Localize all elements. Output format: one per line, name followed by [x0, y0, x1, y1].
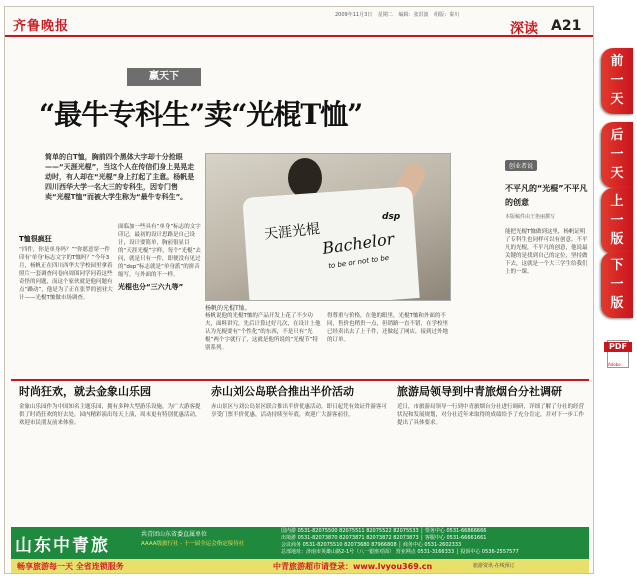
sidebar-label: 创业者说	[505, 160, 537, 171]
ad-affiliation: 共青团山东省委直属单位	[141, 531, 208, 538]
issue-date: 2009年11月3日	[335, 12, 373, 18]
ad-phone-row: 会议商务 0531-82075510 82073680 87966808 │ 商务中心 0531-2602333	[281, 542, 462, 548]
issue-design: 组版：秦川	[434, 12, 460, 18]
bottom-story	[211, 385, 387, 419]
ad-slogan: 畅享旅游每一天 全省连锁服务	[17, 562, 124, 571]
photo-shirt-tobe: to be or not to be	[327, 253, 390, 271]
story-title[interactable]: 旅游局领导到中青旅烟台分社调研	[397, 385, 562, 398]
feature-column-2-text: 面临加一些具有“单身”标志的文字印记，最初的设计思路是自己设计，设计要简单，胸前很显目的“天涯光棍”字样，每个“光棍”去问，就是只有一件，即便没有见过的“dsp”标志就是“单身派”的拼音缩写，与外面的不一样。	[118, 224, 201, 278]
feature-column-4: 得尊重与价格，在他的眼里，光棍T恤和外面的不同，售价也稍贵一点，但销路一直不错，在学校里已经卖出去了上千件，还做起了网店，接到过外地的订单。	[327, 313, 449, 343]
photo-shirt-dsp: dsp	[382, 212, 401, 222]
bottom-story	[397, 385, 587, 427]
feature-photo[interactable]	[205, 153, 451, 301]
feature-column-1-text: “四件，你是单身吗？”“你愿意穿一件印有‘单身’标志文字的T恤吗？”今年3月，杨帆正在四川西华大学校园里拿着照片一套调查问卷向周围同学问着这些奇怪的问题，而这个家伙就是他问题有点“躁动”，他是为了正在张罗的创业大计——光棍T恤做市场调查。	[19, 247, 113, 301]
travel-agency-ad[interactable]	[11, 527, 589, 573]
feature-column-3: 杨帆说他的光棍T恤的产品开发上花了不少功夫，面料讲究，先后计算过好几次，在设计上他认为光棍要有“个性化”的东西，不是只有“光棍”两个字就行了，这就是他所说的“光棍节”特别系列。	[205, 313, 321, 351]
masthead	[5, 7, 594, 37]
photo-caption: 杨帆的光棍T恤。	[205, 305, 251, 312]
feature-subhead-1: T恤很疯狂	[19, 235, 52, 243]
ad-website-note: 旅游资讯·在线预订	[473, 563, 515, 569]
prev-day-button[interactable]: 前 一 天	[601, 48, 633, 114]
feature-headline[interactable]: “最牛专科生”卖“光棍T恤”	[39, 98, 363, 131]
story-text: 赤山景区与刘公岛景区联合推出半价优惠活动，即日起凭有效证件游客可享受门票半价优惠，活动持续至年底，欢迎广大游客前往。	[211, 404, 388, 418]
commentary-sidebar	[505, 153, 589, 276]
ad-logo	[15, 531, 133, 557]
newspaper-brand: 齐鲁晚报	[13, 19, 70, 34]
feature-column-2	[118, 223, 202, 294]
feature-lead: 简单的白T恤，胸前四个黑体大字却十分抢眼——“天涯光棍”，当这个人在传信们身上晃晃走动时，有人却在“光棍”身上打起了主意。杨帆是四川西华大学一名大三的专科生，因专门售卖“光棍T恤”而被大学生称为“最牛专科生”。	[45, 153, 195, 201]
sidebar-title[interactable]: 不平凡的“光棍”不平凡的创意	[505, 184, 588, 207]
issue-weekday: 星期二	[377, 12, 393, 18]
issue-editor: 编辑：张洪波	[398, 12, 429, 18]
pdf-label: PDF	[604, 342, 632, 352]
section-divider	[11, 379, 589, 381]
page-number: A21	[551, 18, 582, 34]
next-day-button[interactable]: 后 一 天	[601, 122, 633, 188]
ad-bottom-bar	[11, 559, 589, 573]
sidebar-text: 能把光棍T恤做到这里，杨帆证明了专科生也同样可以有创意。不平凡的光棍，不平凡的创意，他说最关键的是找到自己的定位，坚持做下去，这就是一个大三学生给我们上的一课。	[505, 229, 588, 275]
newspaper-page	[4, 6, 594, 574]
story-title[interactable]: 赤山刘公岛联合推出半价活动	[211, 385, 354, 398]
pdf-download-button[interactable]	[604, 340, 632, 372]
photo-shirt-bachelor: Bachelor	[321, 229, 396, 258]
story-text: 金象山乐园作为中国知名主题乐园，拥有多种大型游乐设施，为广大游客提供了时尚狂欢的好去处。园内精彩演出每天上演，周末更有特别优惠活动，欢迎市民朋友前来体验。	[19, 404, 201, 426]
pdf-adobe-label: Adobe	[608, 362, 621, 367]
ad-logo-text: 山东中青旅	[15, 536, 110, 556]
feature-kicker: 赢天下	[127, 68, 201, 86]
bottom-story	[19, 385, 201, 427]
story-text: 近日，市旅游局领导一行到中青旅烟台分社进行调研，详细了解了分社的经营状况和发展规划，对分社近年来取得的成绩给予了充分肯定，并对下一步工作提出了具体要求。	[397, 404, 585, 426]
prev-page-button[interactable]: 上 一 版	[601, 188, 633, 254]
ad-website-link[interactable]: 中青旅游超市请登录：www.lvyou369.cn	[273, 562, 433, 571]
feature-column-1	[19, 235, 115, 302]
photo-shirt-calligraphy: 天涯光棍	[263, 221, 321, 243]
feature-subhead-2: 光棍也分“三六九等”	[118, 283, 184, 291]
ad-phone-row: 总部地址：济南市英雄山路2-1号（八一银座对面） 营业网点 0531-3166333 │ 投诉中心 0536-2557577	[281, 549, 519, 555]
ad-phone-list	[281, 528, 583, 556]
next-page-button[interactable]: 下 一 版	[601, 252, 633, 318]
sidebar-author: 本版稿件由王艳丽撰写	[505, 214, 556, 220]
section-name: 深读	[510, 21, 538, 37]
ad-phone-row: 国内游 0531-82075500 82075511 82075522 82075533 │ 票务中心 0531-66866666	[281, 528, 487, 534]
story-title[interactable]: 时尚狂欢，就去金象山乐园	[19, 385, 151, 398]
ad-rating: AAAA级旅行社 · 十一届全运会指定接待社	[141, 541, 245, 547]
issue-meta	[335, 11, 463, 18]
ad-phone-row: 出境游 0531-82073870 82073871 82073872 82073873 │ 客服中心 0531-66661661	[281, 535, 487, 541]
